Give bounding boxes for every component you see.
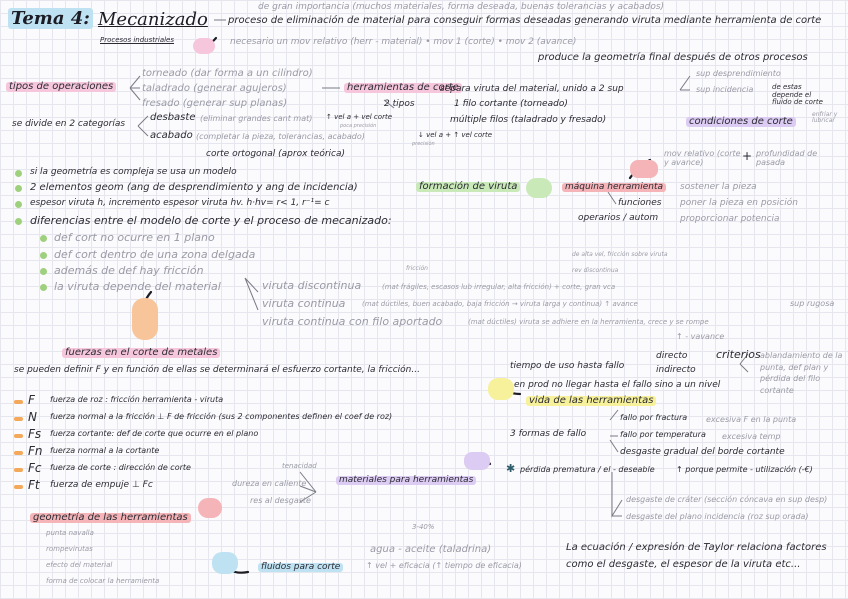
force-Fn: Fn — [28, 444, 43, 458]
brace-wear — [612, 472, 622, 516]
bullet-dot-4 — [15, 218, 22, 225]
forces-heading: fuerzas en el corte de metales — [62, 348, 220, 358]
sub-dot-2 — [40, 252, 47, 259]
functions-label: funciones — [618, 198, 662, 208]
sub-dot-4 — [40, 284, 47, 291]
material-toughness: tenacidad — [282, 462, 317, 470]
plus-sign: + — [742, 149, 753, 163]
chip-continua-note: (mat dúctiles, buen acabado, baja fricción → viruta larga y continua) ↑ avance — [362, 300, 638, 308]
bullet-dot-1 — [15, 170, 22, 177]
mov-relativo: mov relativo (corte y avance) — [664, 149, 741, 167]
force-N-def: fuerza normal a la fricción ⊥ F de fricción (sus 2 componentes definen el coef de roz) — [50, 412, 393, 421]
two-types: 2 tipos — [384, 99, 415, 109]
function-1: sostener la pieza — [680, 182, 757, 192]
taylor-text-2: como el desgaste, el espesor de la viruta etc... — [566, 559, 801, 570]
desbaste-label: desbaste — [150, 112, 196, 123]
depends-note-2: enfriar y lubricar — [812, 111, 838, 124]
page-subtitle: Mecanizado — [98, 9, 208, 30]
rev-discontinua: rev discontinua — [572, 267, 619, 274]
geometry-item-1: punta navalla — [46, 529, 94, 537]
brace-categories — [138, 116, 148, 136]
diff-4: la viruta depende del material — [54, 280, 221, 293]
force-Ft: Ft — [28, 478, 40, 492]
material-hot-hardness: dureza en caliente — [232, 479, 307, 488]
title-colon: : — [83, 8, 90, 29]
flank-wear: desgaste del plano incidencia (roz sup orada) — [626, 512, 809, 521]
operators-label: operarios / autom — [578, 213, 659, 223]
orange-blob — [132, 298, 158, 340]
single-edge: 1 filo cortante (torneado) — [454, 99, 568, 109]
final-geometry-text: produce la geometría final después de otros procesos — [538, 52, 808, 63]
red-blob-geometry — [198, 498, 222, 518]
geometry-heading: geometría de las herramientas — [30, 513, 191, 523]
brace-failure — [610, 410, 618, 452]
tools-heading: herramientas de corte — [344, 83, 462, 93]
definition-text: proceso de eliminación de material para conseguir formas deseadas generando viruta mediante herramienta de corte — [228, 15, 822, 26]
failure-fracture-note: excesiva F en la punta — [706, 415, 797, 424]
sub-dot-1 — [40, 235, 47, 242]
chip-heading: formación de viruta — [416, 182, 520, 192]
high-speed-note: de alta vel, fricción sobre viruta — [572, 251, 668, 258]
chip-filo: viruta continua con filo aportado — [262, 315, 443, 328]
force-dash-6 — [14, 485, 23, 489]
acabado-label: acabado — [150, 130, 193, 141]
bullet-dot-3 — [15, 201, 22, 208]
usage-time: tiempo de uso hasta fallo — [510, 361, 625, 371]
life-heading: vida de las herramientas — [526, 396, 656, 406]
material-wear-res: res al desgaste — [250, 496, 311, 505]
yellow-blob — [488, 378, 514, 400]
force-dash-5 — [14, 468, 23, 472]
force-dash-4 — [14, 451, 23, 455]
acabado-vel: ↓ vel a + ↑ vel corte — [418, 131, 493, 139]
fluids-heading: fluidos para corte — [258, 563, 343, 572]
indirect-label: indirecto — [656, 365, 696, 375]
chip-discontinua: viruta discontinua — [262, 279, 362, 292]
premature-loss: pérdida prematura / el - deseable — [520, 465, 655, 474]
bullet-4: diferencias entre el modelo de corte y el proceso de mecanizado: — [30, 214, 392, 227]
forces-intro: se pueden definir F y en función de ellas se determinará el esfuerzo cortante, la fricción... — [14, 365, 420, 375]
precision-label-a: poca precisión — [340, 123, 377, 129]
precision-label-b: precisión — [412, 141, 435, 147]
desbaste-note: (eliminar grandes cant mat) — [200, 114, 313, 123]
failure-ways: 3 formas de fallo — [510, 429, 587, 439]
op-taladrado: taladrado (generar agujeros) — [142, 83, 287, 94]
geometry-item-2: rompevirutas — [46, 545, 93, 553]
diff-1: def cort no ocurre en 1 plano — [54, 231, 215, 244]
fluids-water: agua - aceite (taladrina) — [370, 544, 492, 555]
chip-filo-note: (mat dúctiles) viruta se adhiere en la herramienta, crece y se rompe — [468, 318, 709, 326]
rough-surface: sup rugosa — [790, 299, 835, 308]
diff-2: def cort dentro de una zona delgada — [54, 248, 256, 261]
brace-sup — [680, 76, 690, 90]
pink-blob — [193, 38, 215, 54]
bullet-2: 2 elementos geom (ang de desprendimiento y ang de incidencia) — [30, 182, 358, 193]
taylor-text: La ecuación / expresión de Taylor relaciona factores — [566, 542, 827, 553]
force-Fs: Fs — [28, 427, 42, 441]
operations-heading: tipos de operaciones — [6, 82, 116, 92]
tools-separate: separa viruta del material, unido a 2 sup — [440, 84, 624, 94]
importance-text: de gran importancia (muchos materiales, forma deseada, buenas tolerancias y acabados) — [258, 2, 665, 12]
force-dash-1 — [14, 400, 23, 404]
geometry-item-4: forma de colocar la herramienta — [46, 577, 160, 585]
chip-discontinua-note: (mat frágiles, escasos lub irregular, alta fricción) + corte, gran vca — [382, 283, 616, 291]
fluids-effect: ↑ vel + eficacia (↑ tiempo de eficacia) — [366, 561, 522, 570]
acabado-note: (completar la pieza, tolerancias, acabado) — [196, 132, 365, 141]
machine-heading: máquina herramienta — [562, 183, 666, 192]
bullet-3: espesor viruta h, incremento espesor viruta hv. h·hv= r< 1, r⁻¹= c — [30, 198, 330, 208]
failure-temp: fallo por temperatura — [620, 430, 706, 439]
vavance-note: ↑ - vavance — [676, 332, 725, 341]
relative-motion-text: necesario un mov relativo (herr - material) • mov 1 (corte) • mov 2 (avance) — [230, 37, 577, 47]
sup-incidencia: sup incidencia — [696, 85, 754, 94]
materials-heading: materiales para herramientas — [336, 476, 476, 485]
op-torneado: torneado (dar forma a un cilindro) — [142, 68, 313, 79]
bullet-1: si la geometría es compleja se usa un modelo — [30, 167, 237, 177]
chip-continua: viruta continua — [262, 297, 346, 310]
brace-operations — [130, 76, 140, 100]
multiple-edge: múltiple filos (taladrado y fresado) — [450, 115, 607, 125]
function-3: proporcionar potencia — [680, 214, 780, 224]
force-dash-3 — [14, 434, 23, 438]
force-F-def: fuerza de roz : fricción herramienta - viruta — [50, 395, 224, 404]
red-blob-machine — [630, 160, 658, 178]
failure-fracture: fallo por fractura — [620, 413, 688, 422]
force-dash-2 — [14, 417, 23, 421]
criteria-note: ablandamiento de la punta, def plan y pérdida del filo cortante — [760, 351, 843, 395]
star-icon: ✱ — [506, 462, 516, 475]
subject-tag: Procesos industriales — [100, 36, 175, 44]
depends-note: de estas depende el fluido de corte — [772, 83, 823, 107]
force-F: F — [28, 393, 35, 407]
blue-blob — [212, 552, 238, 574]
sup-desprendimiento: sup desprendimiento — [696, 69, 781, 78]
op-fresado: fresado (generar sup planas) — [142, 98, 288, 109]
premature-loss-2: ↑ porque permite - utilización (-€) — [676, 465, 813, 474]
production-note: en prod no llegar hasta el fallo sino a un nivel — [514, 380, 721, 390]
bullet-dot-2 — [15, 185, 22, 192]
failure-wear: desgaste gradual del borde cortante — [620, 447, 785, 457]
friction-label: fricción — [406, 265, 428, 272]
categories-text: se divide en 2 categorías — [12, 119, 126, 129]
function-2: poner la pieza en posición — [680, 198, 798, 208]
desbaste-vel: ↑ vel a + vel corte — [326, 113, 392, 121]
geometry-item-3: efecto del material — [46, 561, 113, 569]
fluids-percent: 3-40% — [412, 523, 435, 531]
conditions-heading: condiciones de corte — [686, 117, 796, 127]
direct-label: directo — [656, 351, 688, 361]
purple-blob — [464, 452, 490, 470]
page-title — [8, 8, 93, 29]
green-blob — [526, 178, 552, 198]
sub-dot-3 — [40, 268, 47, 275]
force-Ft-def: fuerza de empuje ⊥ Fc — [50, 480, 153, 490]
criteria-label: criterios — [716, 348, 761, 361]
force-Fn-def: fuerza normal a la cortante — [50, 446, 160, 455]
orthogonal-text: corte ortogonal (aprox teórica) — [206, 149, 346, 159]
force-Fs-def: fuerza cortante: def de corte que ocurre en el plano — [50, 429, 259, 438]
depth-of-cut: profundidad de pasada — [756, 149, 818, 167]
force-Fc-def: fuerza de corte : dirección de corte — [50, 463, 191, 472]
failure-temp-note: excesiva temp — [722, 432, 781, 441]
force-Fc: Fc — [28, 461, 42, 475]
title-text: Tema 4 — [11, 8, 84, 29]
crater-wear: desgaste de cráter (sección cóncava en sup desp) — [626, 495, 828, 504]
diff-3: además de def hay fricción — [54, 264, 204, 277]
force-N: N — [28, 410, 37, 424]
brace-viruta — [245, 278, 258, 310]
